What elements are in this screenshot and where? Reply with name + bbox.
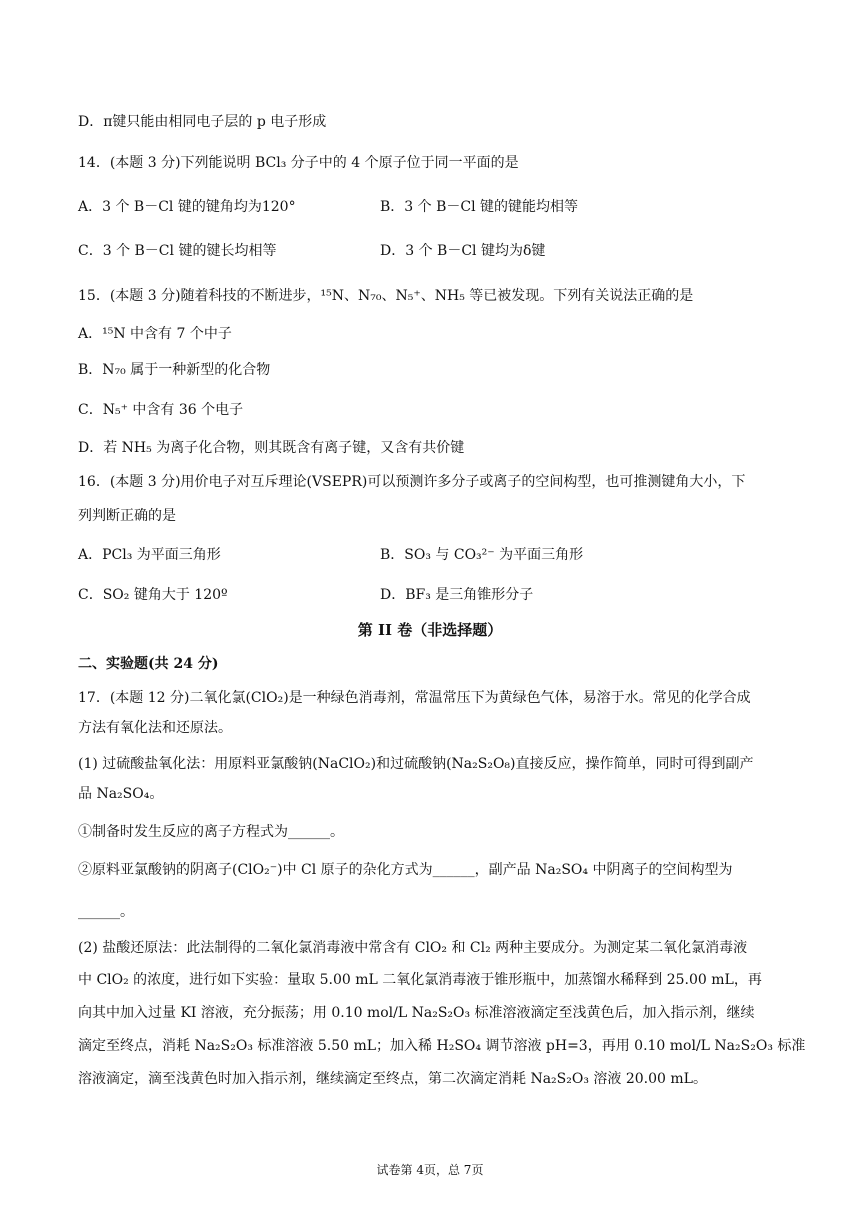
subq-2-cont: ______。 bbox=[78, 904, 134, 920]
subq-2: ②原料亚氯酸钠的阴离子(ClO₂⁻)中 Cl 原子的杂化方式为______，副产品 Na₂SO₄ 中阴离子的空间构型为 bbox=[78, 862, 733, 878]
part-2-line2: 中 ClO₂ 的浓度，进行如下实验：量取 5.00 mL 二氧化氯消毒液于锥形瓶中，加蒸馏水稀释到 25.00 mL，再 bbox=[78, 972, 762, 988]
part-2-line5: 溶液滴定，滴至浅黄色时加入指示剂，继续滴定至终点，第二次滴定消耗 Na₂S₂O₃ 溶液 20.00 mL。 bbox=[78, 1071, 707, 1087]
option-d-q14: D．3 个 B－Cl 键均为δ键 bbox=[380, 243, 546, 259]
part-2-line4: 滴定至终点，消耗 Na₂S₂O₃ 标准溶液 5.50 mL；加入稀 H₂SO₄ 调节溶液 pH=3，再用 0.10 mol/L Na₂S₂O₃ 标准 bbox=[78, 1038, 806, 1054]
question-17-cont: 方法有氧化法和还原法。 bbox=[78, 720, 232, 736]
option-d-q13: D．π键只能由相同电子层的 p 电子形成 bbox=[78, 114, 327, 130]
question-17: 17．(本题 12 分)二氧化氯(ClO₂)是一种绿色消毒剂，常温常压下为黄绿色气体，易溶于水。常见的化学合成 bbox=[78, 690, 751, 706]
option-a-q16: A．PCl₃ 为平面三角形 bbox=[78, 547, 221, 563]
question-16: 16．(本题 3 分)用价电子对互斥理论(VSEPR)可以预测许多分子或离子的空间构型，也可推测键角大小，下 bbox=[78, 474, 746, 490]
option-b-q16: B．SO₃ 与 CO₃²⁻ 为平面三角形 bbox=[380, 547, 584, 563]
option-a-q15: A．¹⁵N 中含有 7 个中子 bbox=[78, 326, 232, 342]
option-b-q14: B．3 个 B－Cl 键的键能均相等 bbox=[380, 199, 579, 215]
option-d-q16: D．BF₃ 是三角锥形分子 bbox=[380, 587, 534, 603]
part-2-line3: 向其中加入过量 KI 溶液，充分振荡；用 0.10 mol/L Na₂S₂O₃ 标准溶液滴定至浅黄色后，加入指示剂，继续 bbox=[78, 1005, 755, 1021]
question-15: 15．(本题 3 分)随着科技的不断进步，¹⁵N、N₇₀、N₅⁺、NH₅ 等已被发现。下列有关说法正确的是 bbox=[78, 288, 694, 304]
option-c-q16: C．SO₂ 键角大于 120º bbox=[78, 587, 228, 603]
option-c-q15: C．N₅⁺ 中含有 36 个电子 bbox=[78, 402, 244, 418]
option-c-q14: C．3 个 B－Cl 键的键长均相等 bbox=[78, 243, 277, 259]
option-b-q15: B．N₇₀ 属于一种新型的化合物 bbox=[78, 362, 271, 378]
question-16-cont: 列判断正确的是 bbox=[78, 508, 176, 524]
question-14: 14．(本题 3 分)下列能说明 BCl₃ 分子中的 4 个原子位于同一平面的是 bbox=[78, 155, 519, 171]
part-1-cont: 品 Na₂SO₄。 bbox=[78, 786, 164, 802]
section-title: 第 II 卷（非选择题） bbox=[357, 621, 503, 639]
option-a-q14: A．3 个 B－Cl 键的键角均为120° bbox=[78, 199, 296, 215]
part-1: (1) 过硫酸盐氧化法：用原料亚氯酸钠(NaClO₂)和过硫酸钠(Na₂S₂O₈)直接反应，操作简单，同时可得到副产 bbox=[78, 756, 754, 772]
part-2: (2) 盐酸还原法：此法制得的二氧化氯消毒液中常含有 ClO₂ 和 Cl₂ 两种主要成分。为测定某二氧化氯消毒液 bbox=[78, 940, 748, 956]
page-footer: 试卷第 4页，总 7页 bbox=[376, 1163, 484, 1177]
subq-1: ①制备时发生反应的离子方程式为______。 bbox=[78, 824, 344, 840]
option-d-q15: D．若 NH₅ 为离子化合物，则其既含有离子键，又含有共价键 bbox=[78, 440, 465, 456]
section-heading: 二、实验题(共 24 分) bbox=[78, 656, 219, 672]
